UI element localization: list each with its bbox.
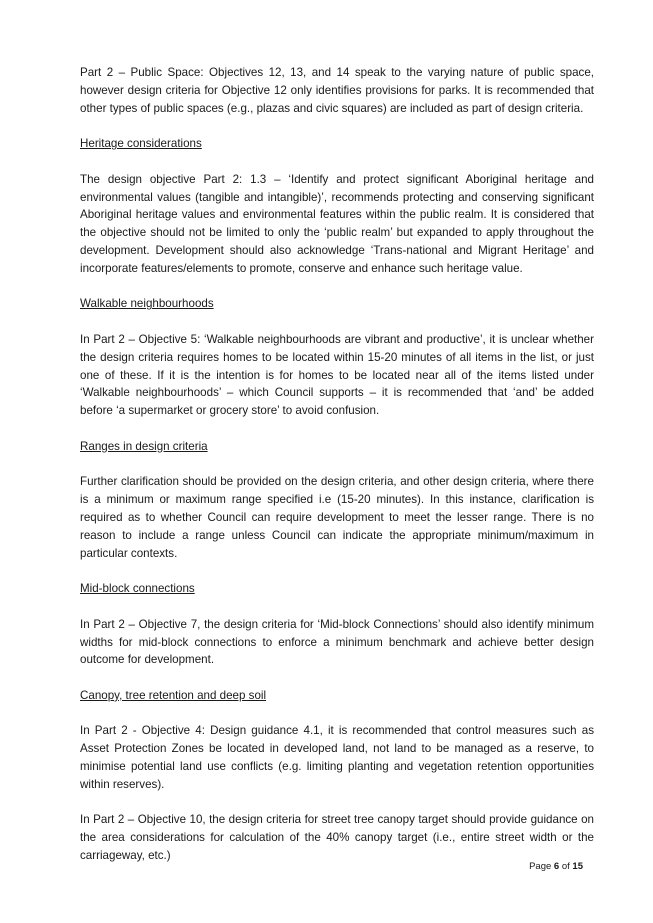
document-page xyxy=(80,64,594,883)
body-paragraph: Part 2 – Public Space: Objectives 12, 13, and 14 speak to the varying nature of public space, however design criteria for Objective 12 only identifies provisions for parks. It is recommended that other types of public spaces (e.g., plazas and civic squares) are included as part of design criteria. xyxy=(80,66,594,115)
section-heading-ranges: Ranges in design criteria xyxy=(80,439,208,453)
section-heading-canopy: Canopy, tree retention and deep soil xyxy=(80,688,267,702)
page-label: Page xyxy=(529,861,552,872)
body-paragraph: In Part 2 - Objective 4: Design guidance 4.1, it is recommended that control measures such as Asset Protection Zones be located in developed land, not land to be managed as a reserve, to minimise potential land use conflicts (e.g. limiting planting and vegetation retention opportunities within reserves). xyxy=(80,724,594,791)
section-heading-walkable: Walkable neighbourhoods xyxy=(80,297,214,311)
total-pages: 15 xyxy=(572,861,583,872)
body-paragraph: In Part 2 – Objective 7, the design criteria for ‘Mid-block Connections’ should also identify minimum widths for mid-block connections to enforce a minimum benchmark and achieve better design outcome for development. xyxy=(80,617,594,667)
of-label: of xyxy=(561,861,570,872)
section-heading-heritage: Heritage considerations xyxy=(80,137,202,151)
section-heading-mid-block: Mid-block connections xyxy=(80,582,195,596)
body-paragraph: The design objective Part 2: 1.3 – ‘Identify and protect significant Aboriginal heritage and environmental values (tangible and intangible)’, recommends protecting and conserving significant Aboriginal heritage values and environmental features within the public realm. It is considered that the objective should not be limited to only the ‘public realm’ but expanded to apply throughout the development. Development should also acknowledge ‘Trans-national and Migrant Heritage’ and incorporate features/elements to promote, conserve and enhance such heritage value. xyxy=(80,172,594,275)
body-paragraph: In Part 2 – Objective 10, the design criteria for street tree canopy target should provide guidance on the area considerations for calculation of the 40% canopy target (i.e., entire street width or the carriageway, etc.) xyxy=(80,813,594,863)
page-footer xyxy=(0,861,583,873)
page-number: 6 xyxy=(553,861,560,872)
body-paragraph: In Part 2 – Objective 5: ‘Walkable neighbourhoods are vibrant and productive’, it is unclear whether the design criteria requires homes to be located within 15-20 minutes of all items in the list, or just one of these. If it is the intention is for homes to be located near all of the items listed under ‘Walkable neighbourhoods’ – which Council supports – it is recommended that ‘and’ be added before ‘a supermarket or grocery store’ to avoid confusion. xyxy=(80,332,594,418)
body-paragraph: Further clarification should be provided on the design criteria, and other design criteria, where there is a minimum or maximum range specified i.e (15-20 minutes). In this instance, clarification is required as to whether Council can require development to meet the lesser range. There is no reason to include a range unless Council can indicate the appropriate minimum/maximum in particular contexts. xyxy=(80,475,594,560)
